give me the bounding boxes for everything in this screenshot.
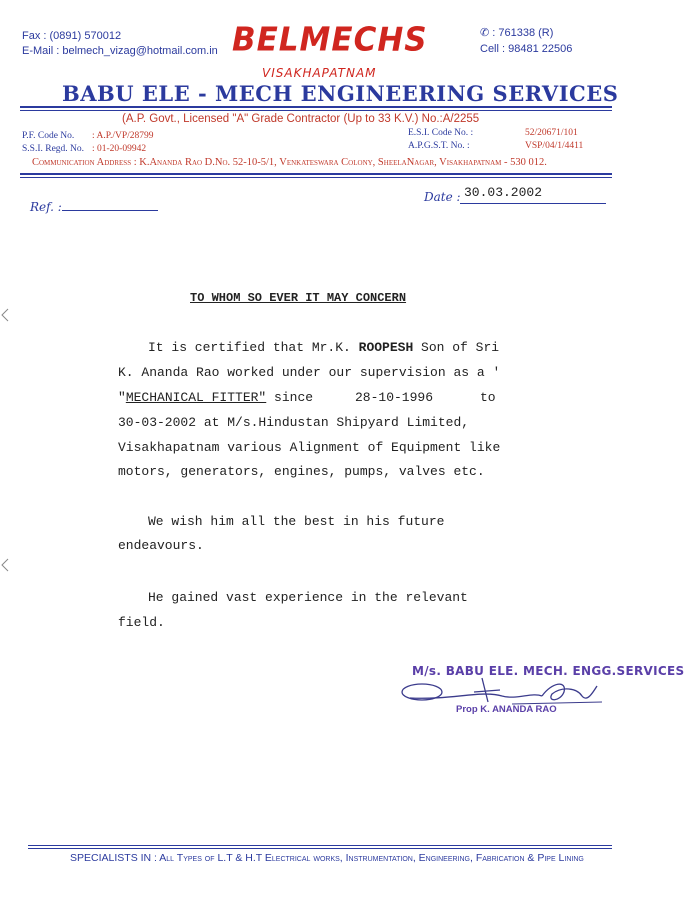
body-text: Son of Sri [413, 340, 500, 355]
ssi-regd-label: S.S.I. Regd. No. [22, 144, 85, 154]
ref-underline [62, 210, 158, 211]
wish-line-1: We wish him all the best in his future [148, 514, 445, 529]
body-text-to: to [480, 390, 496, 405]
body-line-3 [118, 390, 313, 405]
footer-rule [28, 845, 612, 846]
pf-code-label: P.F. Code No. [22, 131, 75, 141]
ref-label: Ref. : [30, 200, 62, 214]
phone-residence: ✆ : 761338 (R) [480, 27, 554, 39]
body-text: It is certified that Mr.K. [148, 340, 359, 355]
wish-line-2: endeavours. [118, 538, 204, 553]
address-rule-thin [20, 177, 612, 178]
city-name: VISAKHAPATNAM [262, 66, 377, 80]
apgst-label: A.P.G.S.T. No. : [408, 141, 470, 151]
punch-mark [0, 308, 10, 322]
body-line-5: Visakhapatnam various Alignment of Equipment like [118, 440, 501, 455]
date-label: Date : [424, 190, 461, 204]
body-text: since [266, 390, 314, 405]
footer-rule-thin [28, 848, 612, 849]
start-date: 28-10-1996 [355, 390, 434, 405]
employee-name: ROOPESH [358, 340, 414, 355]
proprietor-name: Prop K. ANANDA RAO [456, 704, 557, 715]
punch-mark [0, 558, 10, 572]
experience-line-2: field. [118, 615, 165, 630]
body-line-1 [148, 340, 499, 355]
company-name: BABU ELE - MECH ENGINEERING SERVICES [62, 81, 619, 106]
company-logo: BELMECHS [232, 21, 428, 59]
letter-heading: TO WHOM SO EVER IT MAY CONCERN [190, 291, 407, 305]
esi-code-value: 52/20671/101 [525, 128, 578, 138]
body-line-6: motors, generators, engines, pumps, valves etc. [118, 464, 485, 479]
licence-line: (A.P. Govt., Licensed "A" Grade Contractor (Up to 33 K.V.) No.:A/2255 [122, 113, 480, 125]
date-underline [460, 203, 606, 204]
body-line-2: K. Ananda Rao worked under our supervision as a ' [118, 365, 501, 380]
email-address: E-Mail : belmech_vizag@hotmail.com.in [22, 45, 218, 57]
stamp-firm-name: M/s. BABU ELE. MECH. ENGG.SERVICES [412, 664, 684, 678]
cell-number: Cell : 98481 22506 [480, 43, 573, 55]
experience-line-1: He gained vast experience in the relevant [148, 590, 468, 605]
pf-code-value: : A.P./VP/28799 [92, 131, 154, 141]
address-rule [20, 173, 612, 175]
body-text: " [118, 390, 126, 405]
esi-code-label: E.S.I. Code No. : [408, 128, 474, 138]
communication-address: Communication Address : K.Ananda Rao D.No. 52-10-5/1, Venkateswara Colony, SheelaNagar, Visakhapatnam - 530 012. [32, 157, 547, 168]
fax-number: Fax : (0891) 570012 [22, 30, 122, 42]
header-rule-thin [20, 110, 612, 111]
specialists-line: SPECIALISTS IN : All Types of L.T & H.T Electrical works, Instrumentation, Engineering, Fabrication & Pipe Lining [70, 852, 584, 864]
date-value: 30.03.2002 [464, 185, 543, 200]
body-line-4: 30-03-2002 at M/s.Hindustan Shipyard Limited, [118, 415, 470, 430]
ssi-regd-value: : 01-20-09942 [92, 144, 147, 154]
apgst-value: VSP/04/1/4411 [525, 141, 584, 151]
header-rule [20, 106, 612, 108]
designation: MECHANICAL FITTER" [125, 390, 267, 405]
